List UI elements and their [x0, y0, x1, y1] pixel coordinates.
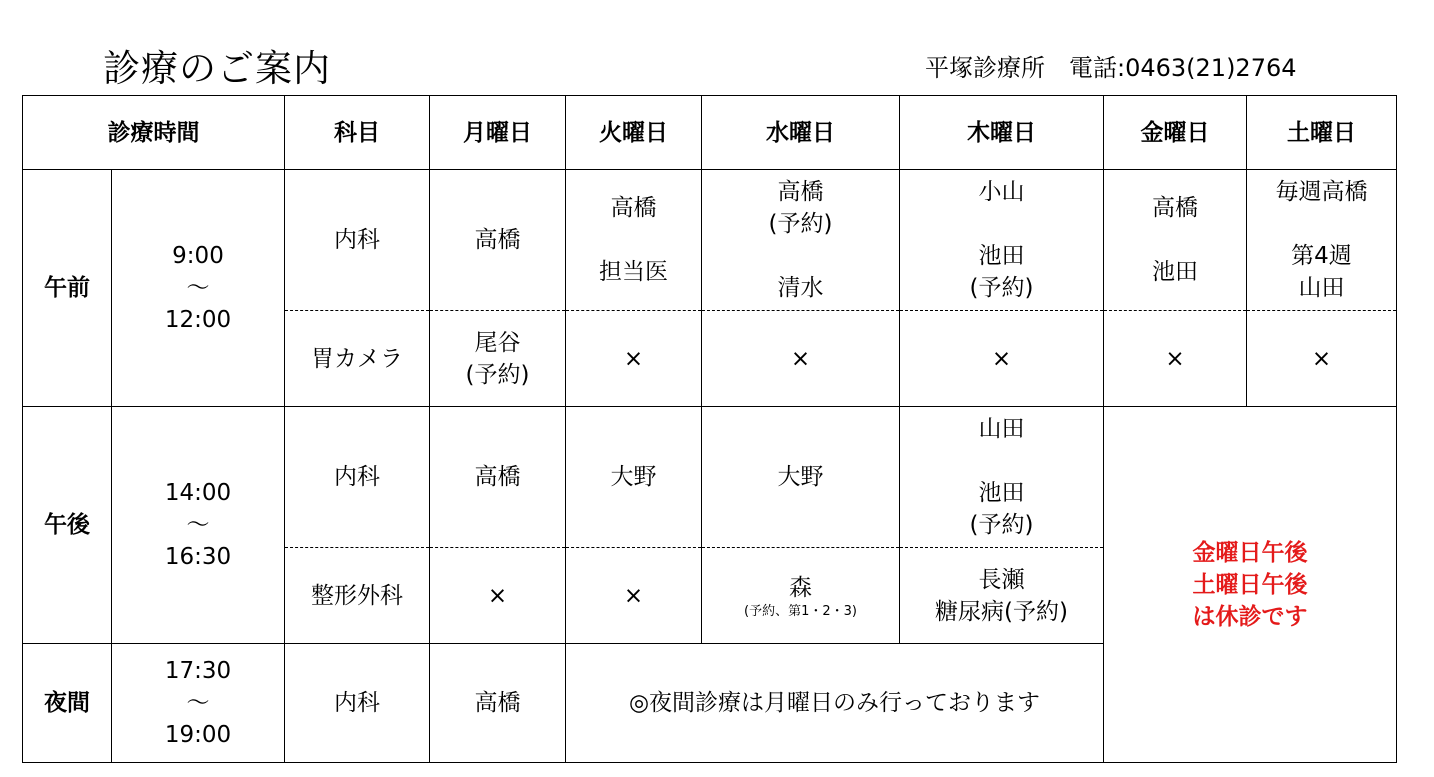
morning-naika-tue-1: 高橋	[610, 195, 657, 221]
morning-start: 9:00	[172, 243, 224, 269]
morning-naika-sat	[1247, 170, 1397, 311]
page-title: 診療のご案内	[103, 47, 331, 90]
morning-end: 12:00	[164, 307, 232, 333]
afternoon-ortho-dept: 整形外科	[285, 548, 430, 644]
morning-naika-thu-3: (予約)	[969, 275, 1034, 301]
night-start: 17:30	[164, 658, 232, 684]
afternoon-naika-thu-2: 池田	[978, 480, 1025, 506]
afternoon-naika-thu-3: (予約)	[969, 512, 1034, 538]
morning-endoscope-sat: ×	[1247, 311, 1397, 407]
afternoon-tilde: 〜	[186, 512, 210, 538]
afternoon-ortho-tue: ×	[566, 548, 702, 644]
closed-notice-line-1: 金曜日午後	[1192, 539, 1308, 566]
afternoon-naika-wed: 大野	[702, 407, 900, 548]
closed-notice-line-2: 土曜日午後	[1192, 571, 1308, 598]
header-time: 診療時間	[23, 96, 285, 170]
morning-endoscope-fri: ×	[1104, 311, 1247, 407]
afternoon-label: 午後	[23, 407, 112, 644]
night-tilde: 〜	[186, 690, 210, 716]
night-label: 夜間	[23, 644, 112, 763]
morning-naika-mon: 高橋	[430, 170, 566, 311]
afternoon-ortho-thu-1: 長瀬	[978, 566, 1025, 593]
header-row	[23, 96, 1397, 170]
morning-naika-wed-2: (予約)	[768, 211, 833, 237]
night-hours	[112, 644, 285, 763]
afternoon-naika-mon: 高橋	[430, 407, 566, 548]
header-wed: 水曜日	[702, 96, 900, 170]
morning-endoscope-mon-2: (予約)	[465, 361, 530, 388]
morning-naika-dept: 内科	[285, 170, 430, 311]
afternoon-ortho-wed-note: (予約、第1・2・3)	[744, 603, 857, 619]
afternoon-naika-thu	[900, 407, 1104, 548]
header-tue: 火曜日	[566, 96, 702, 170]
night-dept: 内科	[285, 644, 430, 763]
afternoon-start: 14:00	[164, 480, 232, 506]
clinic-contact: 平塚診療所 電話:0463(21)2764	[925, 54, 1297, 82]
closed-notice-line-3: は休診です	[1192, 603, 1308, 630]
morning-naika-thu-1: 小山	[978, 179, 1025, 205]
morning-naika-wed-3: 清水	[777, 275, 824, 301]
header-mon: 月曜日	[430, 96, 566, 170]
afternoon-naika-row	[23, 407, 1397, 548]
morning-naika-thu	[900, 170, 1104, 311]
afternoon-end: 16:30	[164, 544, 232, 570]
morning-label: 午前	[23, 170, 112, 407]
afternoon-ortho-wed	[702, 548, 900, 644]
morning-naika-sat-1: 毎週高橋	[1275, 179, 1368, 205]
morning-naika-fri	[1104, 170, 1247, 311]
morning-endoscope-wed: ×	[702, 311, 900, 407]
afternoon-ortho-wed-doctor: 森	[789, 574, 812, 601]
morning-naika-tue-2: 担当医	[599, 259, 668, 285]
morning-hours	[112, 170, 285, 407]
header-thu: 木曜日	[900, 96, 1104, 170]
morning-naika-sat-2: 第4週	[1291, 243, 1352, 269]
afternoon-hours	[112, 407, 285, 644]
closed-notice	[1104, 407, 1397, 763]
morning-tilde: 〜	[186, 275, 210, 301]
morning-naika-wed-1: 高橋	[777, 179, 824, 205]
afternoon-ortho-mon: ×	[430, 548, 566, 644]
afternoon-ortho-thu	[900, 548, 1104, 644]
morning-naika-thu-2: 池田	[978, 243, 1025, 269]
night-mon: 高橋	[430, 644, 566, 763]
morning-endoscope-mon	[430, 311, 566, 407]
morning-endoscope-mon-1: 尾谷	[474, 329, 521, 356]
morning-naika-fri-2: 池田	[1152, 259, 1198, 285]
morning-naika-wed	[702, 170, 900, 311]
morning-endoscope-tue: ×	[566, 311, 702, 407]
afternoon-naika-dept: 内科	[285, 407, 430, 548]
night-note: ◎夜間診療は月曜日のみ行っております	[566, 644, 1104, 763]
header-dept: 科目	[285, 96, 430, 170]
afternoon-ortho-thu-2: 糖尿病(予約)	[935, 598, 1068, 625]
afternoon-naika-thu-1: 山田	[978, 416, 1025, 442]
morning-endoscope-thu: ×	[900, 311, 1104, 407]
header-sat: 土曜日	[1247, 96, 1397, 170]
morning-naika-fri-1: 高橋	[1152, 195, 1198, 221]
night-end: 19:00	[164, 722, 232, 748]
morning-naika-tue	[566, 170, 702, 311]
schedule-table	[22, 95, 1397, 763]
header-fri: 金曜日	[1104, 96, 1247, 170]
morning-naika-row	[23, 170, 1397, 311]
morning-endoscope-dept: 胃カメラ	[285, 311, 430, 407]
afternoon-naika-tue: 大野	[566, 407, 702, 548]
morning-naika-sat-3: 山田	[1298, 275, 1345, 301]
